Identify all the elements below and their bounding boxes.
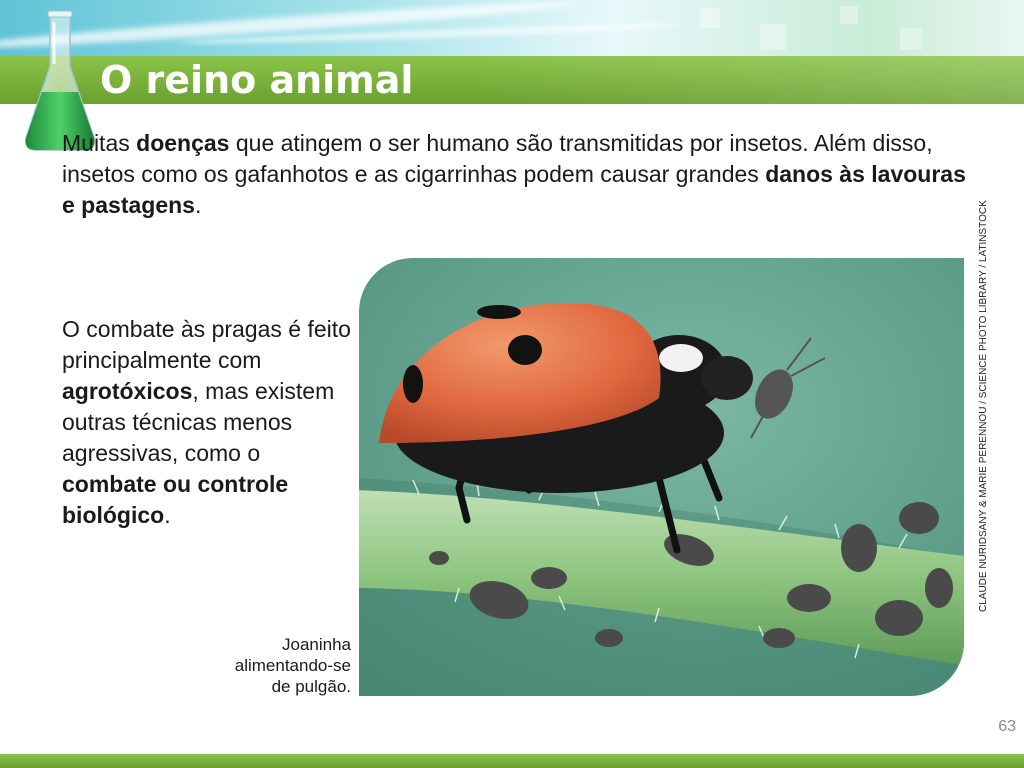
header-banner [0,0,1024,60]
caption-line: alimentando-se [234,656,351,675]
caption-line: de pulgão. [271,677,351,696]
body-text: , mas existem outras técnicas menos agressivas, como o [62,378,335,466]
caption-line: Joaninha [281,635,351,654]
footer-bar [0,754,1024,768]
banner-tile [840,6,858,24]
intro-paragraph [62,128,982,221]
intro-text: Muitas [62,130,137,156]
banner-tile [760,24,786,50]
photo-credit: CLAUDE NURIDSANY & MARIE PERENNOU / SCIENCE PHOTO LIBRARY / LATINSTOCK [978,200,989,612]
body-emphasis: combate ou controle biológico [62,471,289,528]
page-title: O reino animal [100,58,414,102]
intro-text: que atingem o ser humano são transmitidas por insetos. Além disso, insetos como os gafanhotos e as cigarrinhas podem causar grandes [62,130,933,187]
ladybug-illustration [359,258,964,696]
body-text: . [164,502,171,528]
banner-tile [900,28,922,50]
intro-text: . [194,192,202,218]
banner-tile [700,8,720,28]
body-emphasis: agrotóxicos [62,378,193,404]
title-bar-highlight [464,56,1024,104]
body-paragraph [62,314,352,531]
photo-caption [200,634,351,697]
ladybug-photo [359,258,964,696]
intro-emphasis: doenças [136,130,230,156]
intro-emphasis: danos às lavouras e pastagens [62,161,966,218]
page-number: 63 [998,718,1016,735]
body-text: O combate às pragas é feito principalmente com [62,316,351,373]
